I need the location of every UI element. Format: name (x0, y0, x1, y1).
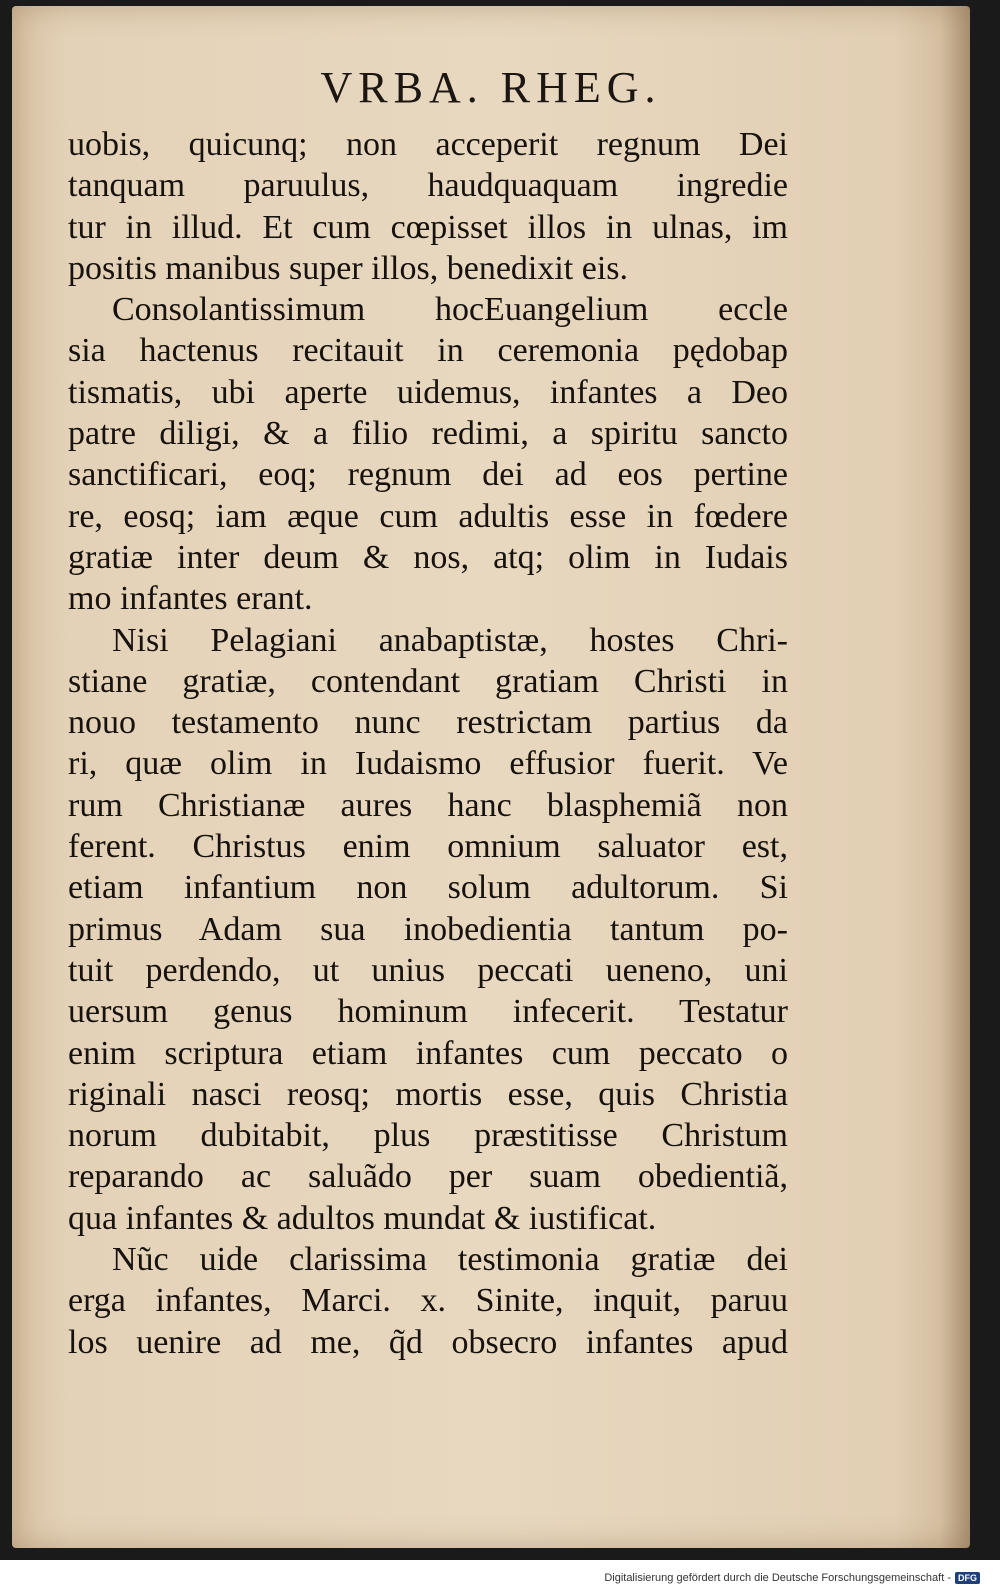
text-line: erga infantes, Marci. x. Sinite, inquit, paruu (68, 1282, 788, 1320)
footer-credit: Digitalisierung gefördert durch die Deutsche Forschungsgemeinschaft - (604, 1572, 951, 1584)
text-line: los uenire ad me, q̃d obsecro infantes apud (68, 1323, 788, 1361)
text-line: etiam infantium non solum adultorum. Si (68, 869, 788, 907)
text-line: uobis, quicunq; non acceperit regnum Dei (68, 126, 788, 163)
text-line: Nisi Pelagiani anabaptistæ, hostes Chri- (112, 621, 788, 659)
text-line: tismatis, ubi aperte uidemus, infantes a Deo (68, 373, 788, 411)
body-text (68, 124, 788, 1363)
text-line: tanquam paruulus, haudquaquam ingredie (68, 167, 788, 205)
text-line: uersum genus hominum infecerit. Testatur (68, 993, 788, 1031)
text-line: Consolantissimum hocEuangelium eccle (112, 291, 788, 329)
text-line: ri, quæ olim in Iudaismo effusior fuerit. Ve (68, 745, 788, 783)
text-line: tur in illud. Et cum cœpisset illos in ulnas, im (68, 208, 788, 246)
text-line: enim scriptura etiam infantes cum peccato o (68, 1034, 788, 1072)
text-line: mo infantes erant. (68, 580, 313, 618)
text-line: tuit perdendo, ut unius peccati ueneno, uni (68, 951, 788, 989)
page-edge-shadow (940, 6, 970, 1548)
text-line: Nũc uide clarissima testimonia gratiæ dei (112, 1241, 788, 1279)
text-line: positis manibus super illos, benedixit eis. (68, 249, 629, 287)
text-line: re, eosq; iam æque cum adultis esse in fœdere (68, 497, 788, 535)
text-line: primus Adam sua inobedientia tantum po- (68, 910, 788, 948)
digitization-footer (604, 1572, 980, 1584)
text-line: sia hactenus recitauit in ceremonia pędobap (68, 332, 788, 370)
text-line: nouo testamento nunc restrictam partius da (68, 704, 788, 742)
dfg-logo: DFG (955, 1572, 980, 1584)
text-line: qua infantes & adultos mundat & iustificat. (68, 1199, 657, 1237)
text-line: gratiæ inter deum & nos, atq; olim in Iudais (68, 538, 788, 576)
book-page (12, 6, 970, 1548)
text-line: riginali nasci reosq; mortis esse, quis Christia (68, 1075, 788, 1113)
text-line: ferent. Christus enim omnium saluator est, (68, 828, 788, 866)
text-line: norum dubitabit, plus præstitisse Christum (68, 1117, 788, 1155)
text-line: sanctificari, eoq; regnum dei ad eos pertine (68, 456, 788, 494)
text-line: stiane gratiæ, contendant gratiam Christi in (68, 662, 788, 700)
running-head: VRBA. RHEG. (320, 63, 662, 112)
text-line: patre diligi, & a filio redimi, a spiritu sancto (68, 415, 788, 453)
text-line: reparando ac saluãdo per suam obedientiã, (68, 1158, 788, 1196)
text-line: rum Christianæ aures hanc blasphemiã non (68, 786, 788, 824)
